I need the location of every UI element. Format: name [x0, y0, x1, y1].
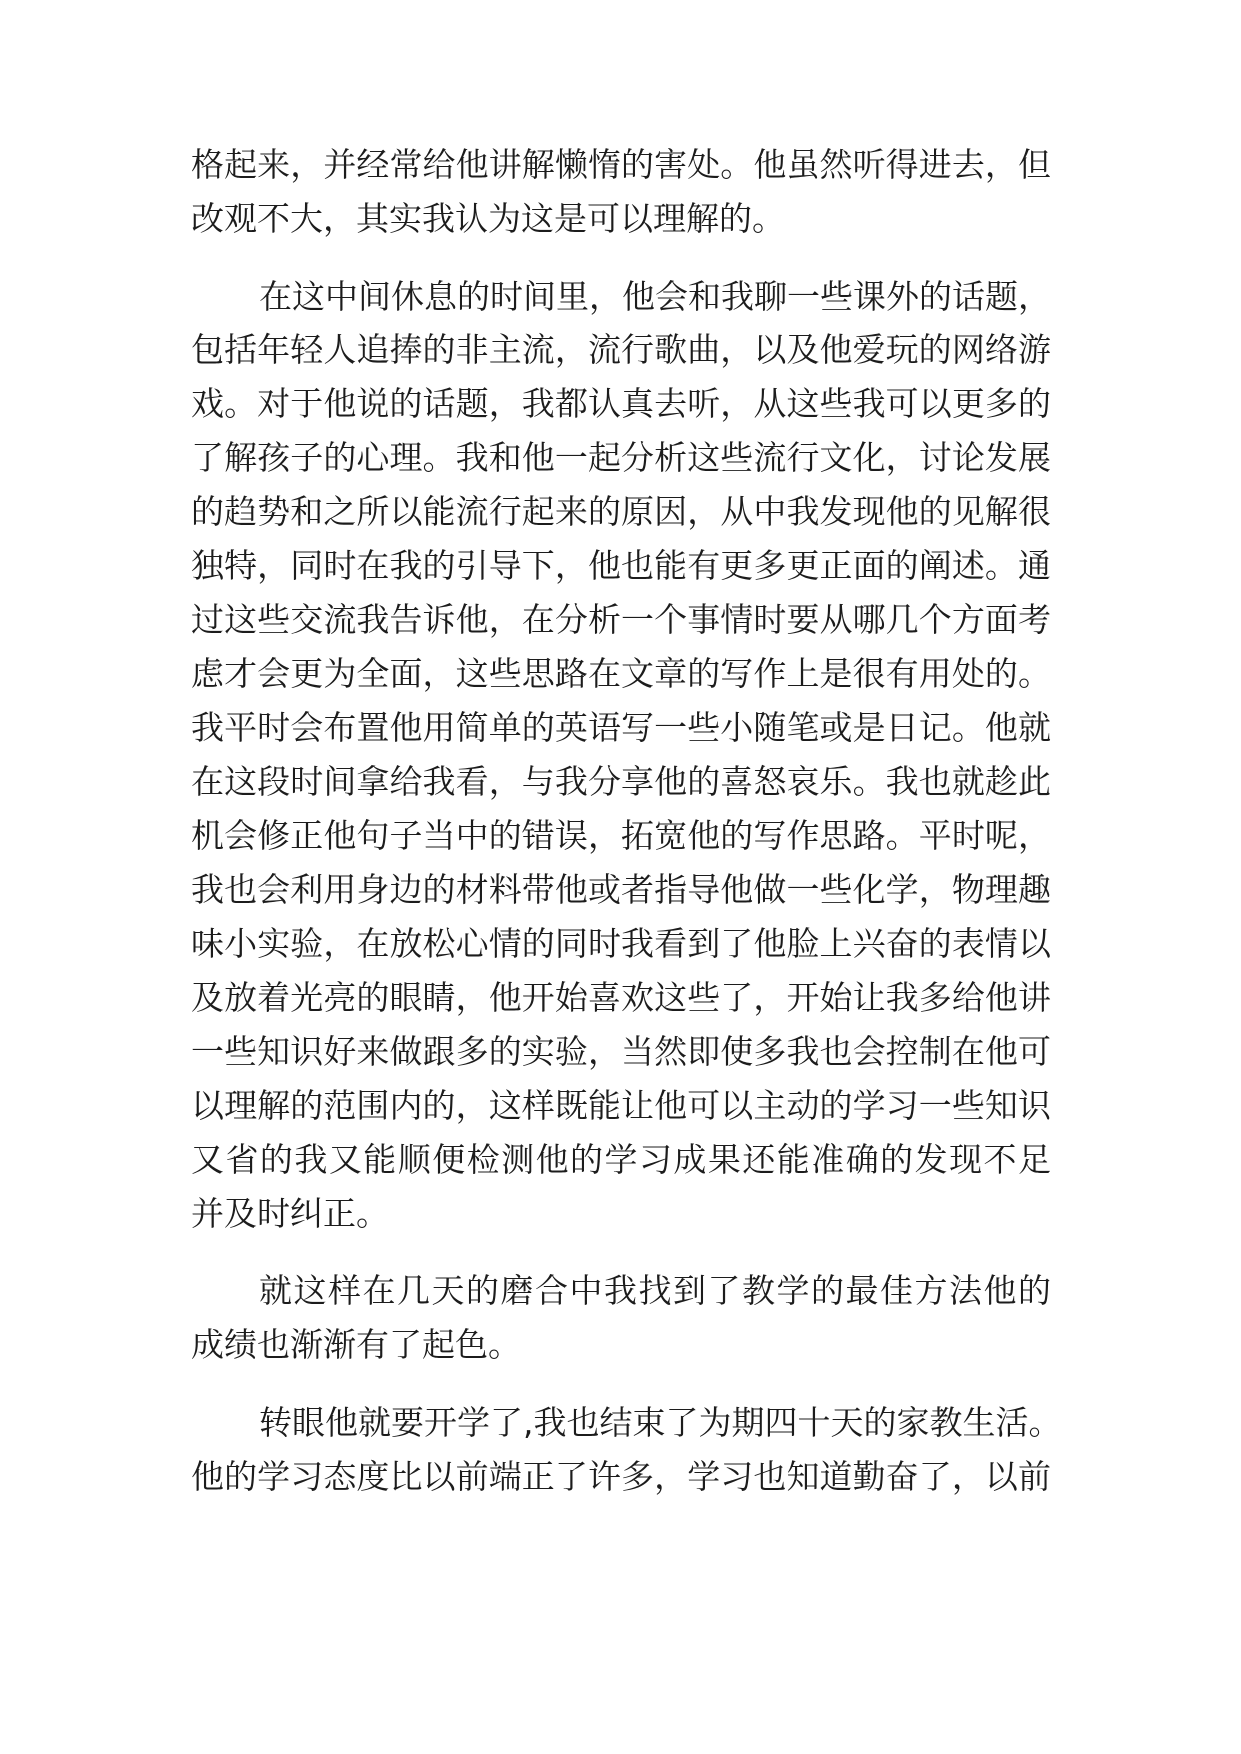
text-line: 他的学习态度比以前端正了许多，学习也知道勤奋了，以前 [191, 1457, 1051, 1496]
text-line: 包括年轻人追捧的非主流，流行歌曲，以及他爱玩的网络游 [191, 330, 1051, 369]
text-line: 又省的我又能顺便检测他的学习成果还能准确的发现不足 [191, 1140, 1051, 1179]
text-line: 独特，同时在我的引导下，他也能有更多更正面的阐述。通 [191, 546, 1051, 585]
text-line: 我平时会布置他用简单的英语写一些小随笔或是日记。他就 [191, 708, 1051, 747]
text-line: 改观不大，其实我认为这是可以理解的。 [191, 199, 785, 238]
text-line: 并及时纠正。 [191, 1194, 389, 1233]
text-line: 及放着光亮的眼睛，他开始喜欢这些了，开始让我多给他讲 [191, 978, 1051, 1017]
text-line: 一些知识好来做跟多的实验，当然即使多我也会控制在他可 [191, 1032, 1051, 1071]
text-line: 就这样在几天的磨合中我找到了教学的最佳方法他的 [259, 1271, 1051, 1310]
text-line: 过这些交流我告诉他，在分析一个事情时要从哪几个方面考 [191, 600, 1051, 639]
text-line: 机会修正他句子当中的错误，拓宽他的写作思路。平时呢， [191, 816, 1051, 855]
text-line: 转眼他就要开学了,我也结束了为期四十天的家教生活。 [259, 1403, 1062, 1442]
text-line: 虑才会更为全面，这些思路在文章的写作上是很有用处的。 [191, 654, 1051, 693]
text-line: 成绩也渐渐有了起色。 [191, 1325, 521, 1364]
text-line: 我也会利用身边的材料带他或者指导他做一些化学，物理趣 [191, 870, 1051, 909]
text-line: 在这中间休息的时间里，他会和我聊一些课外的话题， [259, 277, 1051, 316]
text-line: 以理解的范围内的，这样既能让他可以主动的学习一些知识 [191, 1086, 1051, 1125]
text-line: 了解孩子的心理。我和他一起分析这些流行文化，讨论发展 [191, 438, 1051, 477]
text-line: 戏。对于他说的话题，我都认真去听，从这些我可以更多的 [191, 384, 1051, 423]
text-line: 在这段时间拿给我看，与我分享他的喜怒哀乐。我也就趁此 [191, 762, 1051, 801]
text-line: 格起来，并经常给他讲解懒惰的害处。他虽然听得进去，但 [191, 145, 1051, 184]
text-line: 的趋势和之所以能流行起来的原因，从中我发现他的见解很 [191, 492, 1051, 531]
text-line: 味小实验，在放松心情的同时我看到了他脸上兴奋的表情以 [191, 924, 1051, 963]
